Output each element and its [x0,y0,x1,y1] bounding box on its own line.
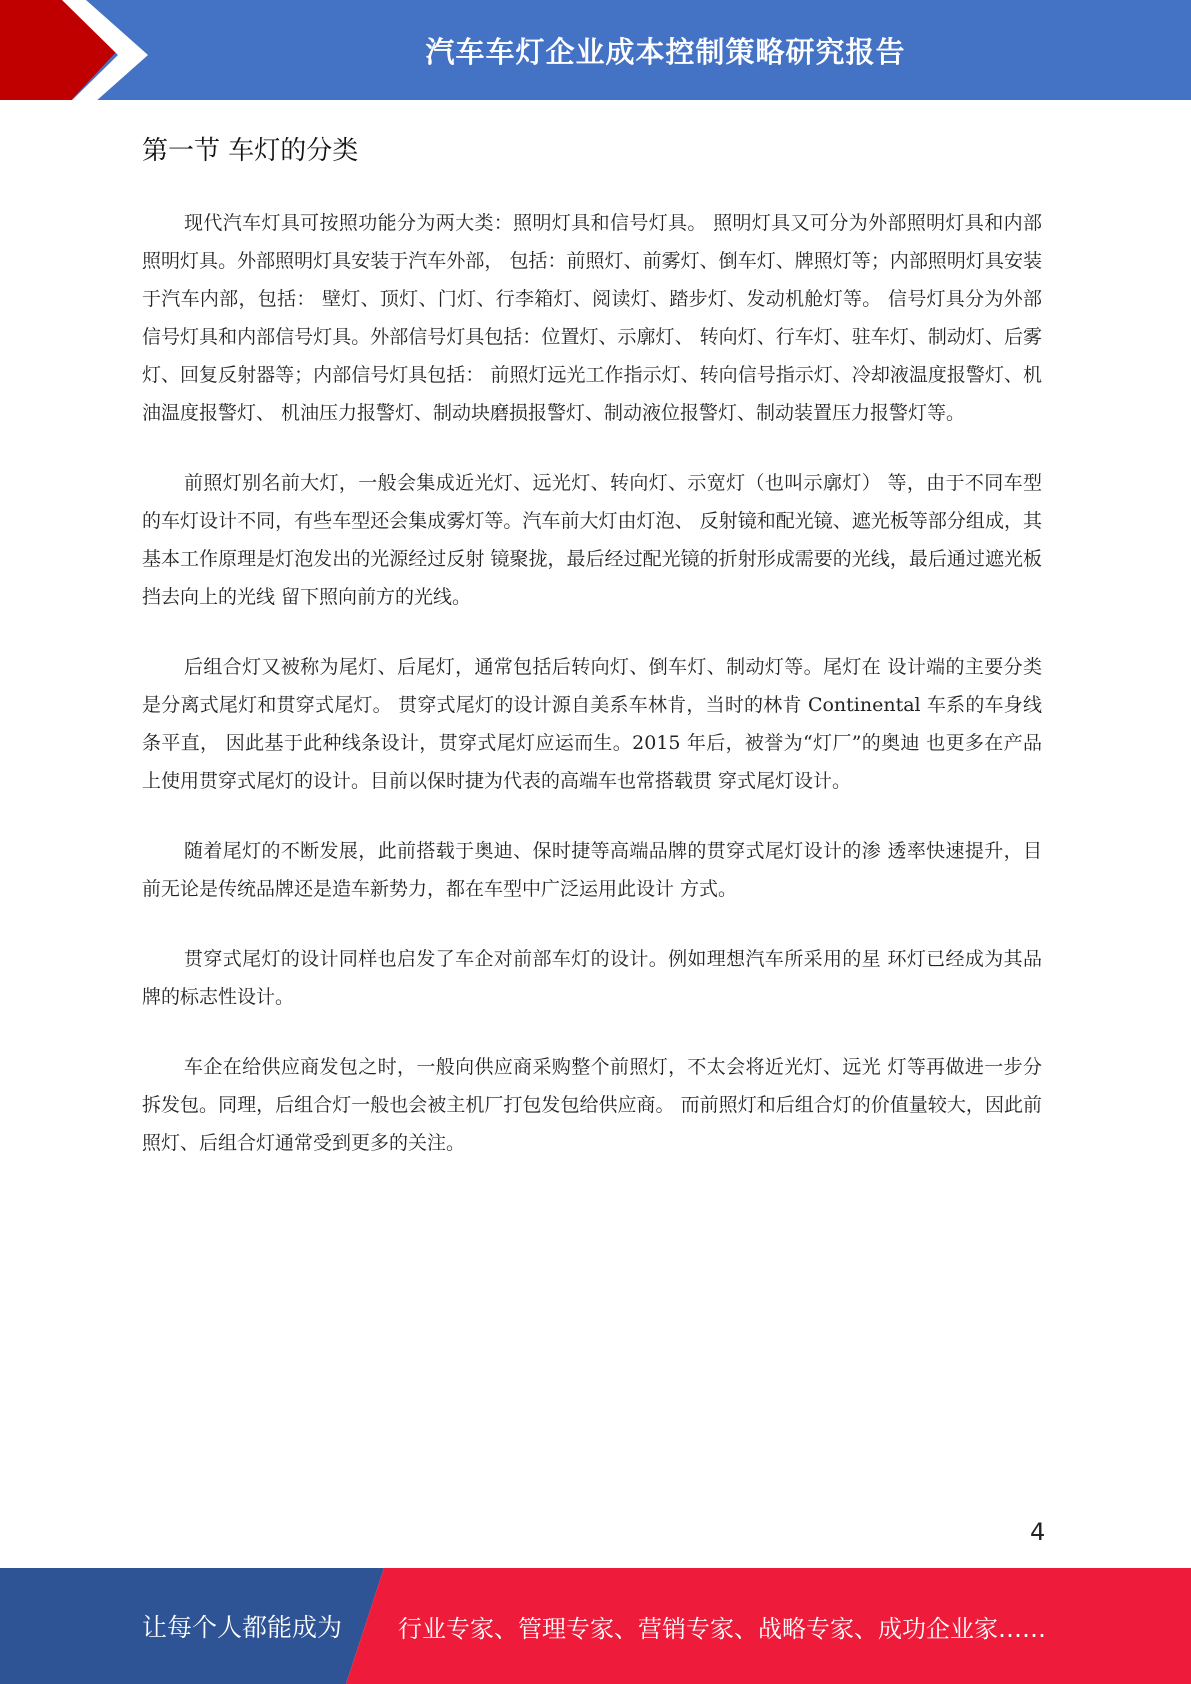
paragraph-rear-lamp: 后组合灯又被称为尾灯、后尾灯，通常包括后转向灯、倒车灯、制动灯等。尾灯在 设计端的主要分类是分离式尾灯和贯穿式尾灯。 贯穿式尾灯的设计源自美系车林肯，当时的林肯 Continental 车系的车身线条平直， 因此基于此种线条设计，贯穿式尾灯应运而生。2015 年后，被誉为“灯厂”的奥迪 也更多在产品上使用贯穿式尾灯的设计。目前以保时捷为代表的高端车也常搭载贯 穿式尾灯设计。 [142,656,1042,792]
section-heading: 第一节 车灯的分类 [142,136,359,166]
paragraph-lamp-types: 现代汽车灯具可按照功能分为两大类：照明灯具和信号灯具。 照明灯具又可分为外部照明灯具和内部照明灯具。外部照明灯具安装于汽车外部， 包括：前照灯、前雾灯、倒车灯、牌照灯等；内部照明灯具安装于汽车内部，包括： 壁灯、顶灯、门灯、行李箱灯、阅读灯、踏步灯、发动机舱灯等。 信号灯具分为外部信号灯具和内部信号灯具。外部信号灯具包括：位置灯、示廓灯、 转向灯、行车灯、驻车灯、制动灯、后雾灯、回复反射器等；内部信号灯具包括： 前照灯远光工作指示灯、转向信号指示灯、冷却液温度报警灯、机油温度报警灯、 机油压力报警灯、制动块磨损报警灯、制动液位报警灯、制动装置压力报警灯等。 [142,212,1042,424]
page-header [0,0,1191,110]
paragraph-headlamp: 前照灯别名前大灯，一般会集成近光灯、远光灯、转向灯、示宽灯（也叫示廓灯） 等，由于不同车型的车灯设计不同，有些车型还会集成雾灯等。汽车前大灯由灯泡、 反射镜和配光镜、遮光板等部分组成，其基本工作原理是灯泡发出的光源经过反射 镜聚拢，最后经过配光镜的折射形成需要的光线，最后通过遮光板挡去向上的光线 留下照向前方的光线。 [142,472,1042,608]
body-text [142,204,1042,1194]
paragraph-front-design: 贯穿式尾灯的设计同样也启发了车企对前部车灯的设计。例如理想汽车所采用的星 环灯已经成为其品牌的标志性设计。 [142,948,1042,1008]
report-title: 汽车车灯企业成本控制策略研究报告 [425,34,906,69]
page-footer [0,1568,1191,1684]
footer-slogan-right: 行业专家、管理专家、营销专家、战略专家、成功企业家…… [398,1614,1046,1643]
paragraph-procurement: 车企在给供应商发包之时，一般向供应商采购整个前照灯，不太会将近光灯、远光 灯等再做进一步分拆发包。同理，后组合灯一般也会被主机厂打包发包给供应商。 而前照灯和后组合灯的价值量较大，因此前照灯、后组合灯通常受到更多的关注。 [142,1056,1042,1154]
page-number: 4 [1030,1518,1046,1546]
footer-slogan-left: 让每个人都能成为 [142,1613,343,1642]
paragraph-penetration: 随着尾灯的不断发展，此前搭载于奥迪、保时捷等高端品牌的贯穿式尾灯设计的渗 透率快速提升，目前无论是传统品牌还是造车新势力，都在车型中广泛运用此设计 方式。 [142,840,1042,900]
